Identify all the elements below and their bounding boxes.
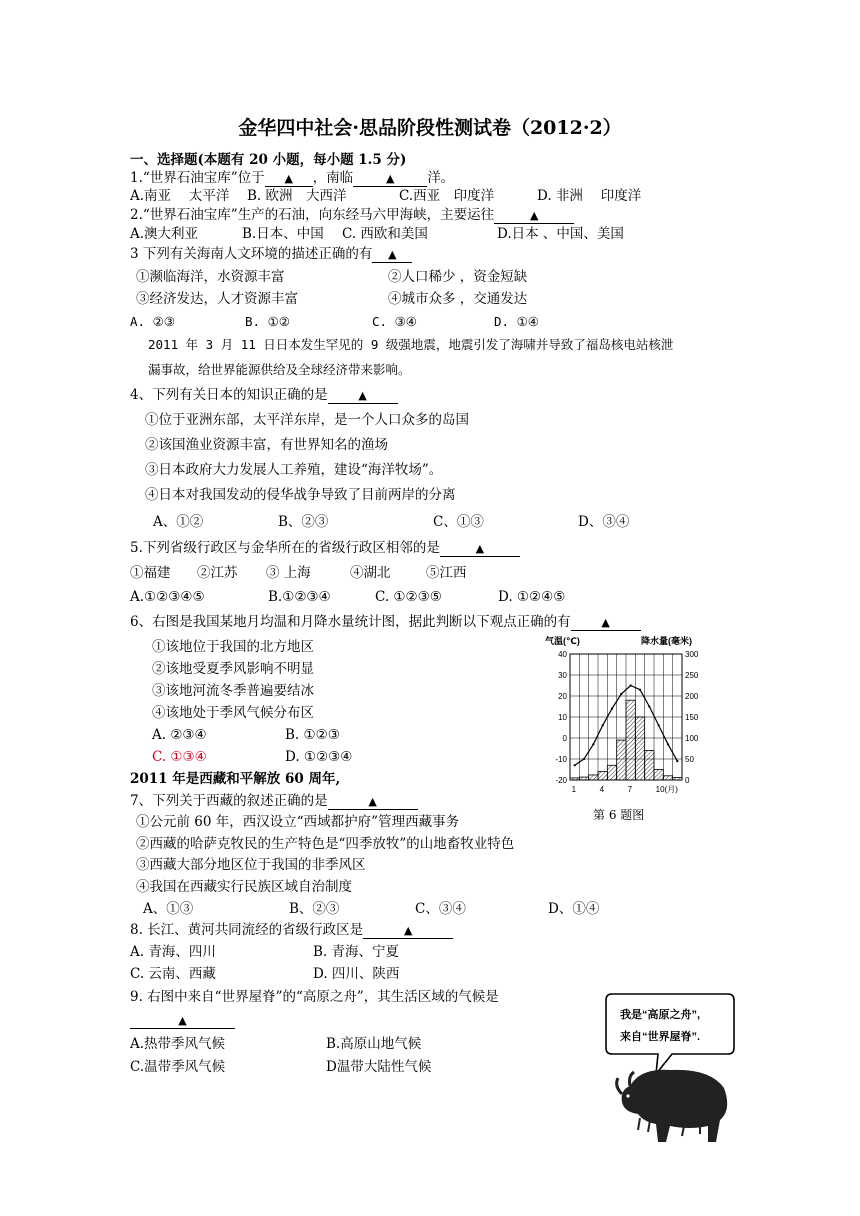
temperature-point: [592, 743, 594, 745]
x-tick-label: 4: [599, 785, 605, 794]
statement-4: ④该地处于季风气候分布区: [152, 705, 314, 721]
temperature-point: [602, 724, 604, 726]
temperature-point: [583, 758, 585, 760]
precip-bar: [673, 777, 682, 780]
x-tick-label: 10(月): [655, 785, 678, 794]
option-d: D. 非洲 印度洋: [537, 188, 642, 204]
option-d: D. ①②③④: [285, 749, 353, 765]
temp-tick-label: 30: [558, 671, 567, 680]
precip-tick-label: 250: [685, 671, 699, 680]
question-9: 9. 右图中来自“世界屋脊”的“高原之舟”，其生活区域的气候是: [130, 989, 499, 1005]
temp-tick-label: 0: [562, 734, 567, 743]
precip-tick-label: 200: [685, 692, 699, 701]
option-c: C. ③④: [372, 314, 417, 329]
right-axis-label: 降水量(毫米): [641, 636, 692, 646]
yak-illustration: [600, 990, 740, 1150]
answer-blank: ▲: [494, 208, 574, 224]
x-tick-label: 1: [571, 785, 577, 794]
option-a: A.澳大利亚: [130, 226, 199, 242]
answer-blank: ▲: [363, 923, 453, 939]
question-2: 2.“世界石油宝库”生产的石油，向东经马六甲海峡，主要运往 ▲: [130, 206, 574, 224]
temp-tick-label: 10: [558, 713, 567, 722]
precip-bar: [654, 770, 663, 781]
option-a: A.热带季风气候: [130, 1036, 226, 1052]
answer-blank: ▲: [372, 247, 412, 263]
x-tick-label: 7: [627, 785, 633, 794]
precip-bar: [570, 778, 579, 780]
temperature-point: [630, 684, 632, 686]
statement-1: ①位于亚洲东部，太平洋东岸，是一个人口众多的岛国: [145, 412, 469, 428]
option-c: C. ①③④: [152, 749, 207, 765]
question-8: 8. 长江、黄河共同流经的省级行政区是 ▲: [130, 921, 453, 939]
option-a: A、①②: [153, 514, 204, 530]
precip-bar: [645, 751, 654, 780]
statement-1: ①公元前 60 年，西汉设立“西域都护府”管理西藏事务: [136, 814, 460, 830]
question-5: 5.下列省级行政区与金华所在的省级行政区相邻的是 ▲: [130, 539, 520, 557]
option-b: B. ①②: [245, 314, 290, 329]
statement-3: ③日本政府大力发展人工养殖，建设“海洋牧场”。: [145, 462, 443, 478]
answer-blank: ▲: [440, 541, 520, 557]
precip-bar: [579, 777, 588, 780]
statement-3: ③经济发达，人才资源丰富: [136, 291, 298, 307]
statement-4: ④城市众多 ，交通发达: [388, 291, 528, 307]
chart-caption: 第 6 题图: [593, 808, 645, 822]
answer-blank: ▲: [353, 171, 427, 187]
precip-bar: [617, 740, 626, 780]
option-a: A. 青海、四川: [130, 944, 216, 960]
statement-2: ②该国渔业资源丰富，有世界知名的渔场: [145, 437, 388, 453]
temperature-point: [676, 760, 678, 762]
option-d: D、①④: [548, 901, 600, 917]
option-b: B、②③: [278, 514, 329, 530]
option-b: B、②③: [289, 901, 340, 917]
province-5: ⑤江西: [426, 565, 467, 581]
temperature-point: [658, 724, 660, 726]
precip-tick-label: 150: [685, 713, 699, 722]
option-b: B.高原山地气候: [326, 1036, 422, 1052]
answer-blank: ▲: [328, 388, 398, 404]
temperature-point: [667, 743, 669, 745]
bubble-line-2: 来自“世界屋脊”.: [620, 1031, 701, 1043]
answer-blank: ▲: [571, 615, 641, 631]
province-1: ①福建: [130, 565, 171, 581]
answer-line: [130, 1011, 235, 1029]
page-title: 金华四中社会·思品阶段性测试卷（2012·2）: [238, 117, 622, 139]
option-d: D. ①④: [494, 314, 539, 329]
option-c: C.西亚 印度洋: [399, 188, 495, 204]
answer-blank: ▲: [265, 171, 313, 187]
statement-2: ②人口稀少 ，资金短缺: [388, 269, 528, 285]
answer-blank: ▲: [328, 794, 418, 810]
option-b: B.①②③④: [268, 589, 331, 605]
statement-1: ①该地位于我国的北方地区: [152, 639, 314, 655]
option-c: C.温带季风气候: [130, 1059, 226, 1075]
option-c: C. 云南、西藏: [130, 966, 216, 982]
option-c: C、①③: [433, 514, 484, 530]
option-d: D. 四川、陕西: [313, 966, 400, 982]
option-a: A、①③: [143, 901, 194, 917]
option-b: B. ①②③: [285, 727, 340, 743]
climate-chart: [537, 632, 717, 802]
province-2: ②江苏: [197, 565, 238, 581]
question-1: 1.“世界石油宝库”位于 ▲ ，南临 ▲ 洋。: [130, 170, 455, 186]
option-b: B. 青海、宁夏: [313, 944, 400, 960]
precip-bar: [635, 717, 644, 780]
tibet-note: 2011 年是西藏和平解放 60 周年,: [130, 771, 341, 787]
option-b: B.日本、中国: [242, 226, 324, 242]
precip-tick-label: 0: [685, 776, 690, 785]
option-c: C. 西欧和美国: [342, 226, 428, 242]
statement-3: ③西藏大部分地区位于我国的非季风区: [136, 857, 366, 873]
precip-tick-label: 100: [685, 734, 699, 743]
statement-2: ②西藏的哈萨克牧民的生产特色是“四季放牧”的山地畜牧业特色: [136, 836, 515, 852]
option-a: A.南亚 太平洋: [130, 188, 230, 204]
precip-bar: [607, 765, 616, 780]
question-1-stem: 1.“世界石油宝库”位于: [130, 170, 265, 186]
option-a: A. ②③: [130, 314, 175, 329]
statement-1: ①濒临海洋，水资源丰富: [136, 269, 285, 285]
answer-blank: ▲: [130, 1013, 235, 1029]
precip-tick-label: 50: [685, 755, 694, 764]
passage-line: 2011 年 3 月 11 日日本发生罕见的 9 级强地震，地震引发了海啸并导致了福岛核电站核泄: [148, 337, 674, 352]
option-c: C、③④: [415, 901, 466, 917]
option-d: D. ①②④⑤: [498, 589, 566, 605]
temp-tick-label: 20: [558, 692, 567, 701]
option-b: B. 欧洲 大西洋: [247, 188, 347, 204]
option-d: D温带大陆性气候: [326, 1059, 432, 1075]
passage-line: 漏事故，给世界能源供给及全球经济带来影响。: [148, 362, 411, 377]
statement-4: ④日本对我国发动的侵华战争导致了目前两岸的分离: [145, 487, 456, 503]
yak-icon: [617, 1070, 728, 1142]
temp-tick-label: -20: [555, 776, 567, 785]
precip-tick-label: 300: [685, 650, 699, 659]
left-axis-label: 气温(℃): [545, 636, 580, 646]
section-heading: 一、选择题(本题有 20 小题，每小题 1.5 分): [130, 152, 407, 168]
temp-tick-label: 40: [558, 650, 567, 659]
temperature-point: [648, 705, 650, 707]
statement-4: ④我国在西藏实行民族区域自治制度: [136, 879, 352, 895]
temperature-point: [611, 708, 613, 710]
option-d: D.日本 、中国、美国: [497, 226, 624, 242]
province-3: ③ 上海: [266, 565, 311, 581]
question-4: 4、下列有关日本的知识正确的是 ▲: [130, 386, 398, 404]
temperature-point: [639, 689, 641, 691]
option-c: C. ①②③⑤: [375, 589, 442, 605]
bubble-line-1: 我是“高原之舟”,: [620, 1009, 701, 1021]
precip-bar: [663, 776, 672, 780]
option-a: A. ②③④: [152, 727, 207, 743]
question-3: 3 下列有关海南人文环境的描述正确的有 ▲: [130, 245, 412, 263]
question-6: 6、右图是我国某地月均温和月降水量统计图，据此判断以下观点正确的有 ▲: [130, 613, 641, 631]
option-a: A.①②③④⑤: [130, 589, 205, 605]
temp-tick-label: -10: [555, 755, 567, 764]
statement-3: ③该地河流冬季普遍要结冰: [152, 683, 314, 699]
question-7: 7、下列关于西藏的叙述正确的是 ▲: [130, 792, 418, 810]
option-d: D、③④: [578, 514, 630, 530]
province-4: ④湖北: [350, 565, 391, 581]
precip-bar: [626, 700, 635, 780]
temperature-point: [574, 764, 576, 766]
temperature-point: [620, 693, 622, 695]
statement-2: ②该地受夏季风影响不明显: [152, 661, 314, 677]
precip-bar: [598, 772, 607, 780]
precip-bar: [589, 775, 598, 780]
